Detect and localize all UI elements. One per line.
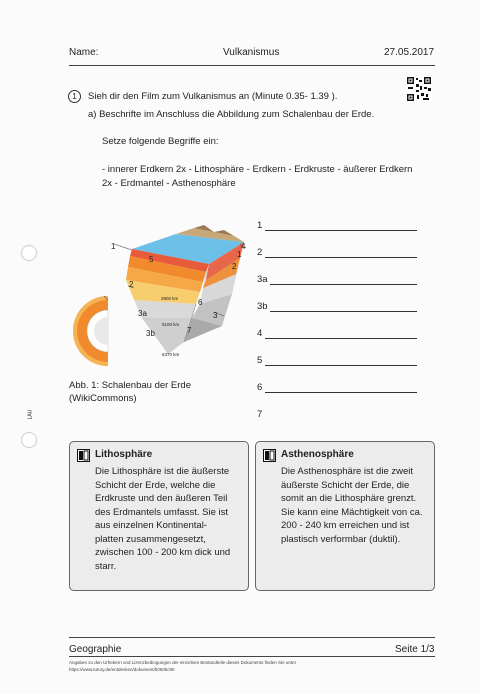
header-divider	[69, 65, 435, 66]
fig-label-4: 4	[241, 242, 246, 251]
answer-line-2[interactable]: 2	[257, 247, 262, 258]
depth-2900: 2900 km	[161, 296, 179, 301]
footer-divider-2	[69, 656, 435, 657]
asthenosphere-title: Asthenosphäre	[281, 449, 354, 460]
answer-line-5[interactable]: 5	[257, 355, 262, 366]
punch-hole-bottom	[21, 432, 37, 448]
terms-line-2: 2x - Erdmantel - Asthenosphäre	[102, 178, 236, 189]
answer-line-6[interactable]: 6	[257, 382, 262, 393]
lithosphere-text: Die Lithosphäre ist die äußerste Schicht der Erde, welche die Erdkruste und den äußeren Teil des Erdmantels umfasst. Sie ist aus einzelnen Kontinental- platten zusammengesetzt, zwischen 100 - 200 km dick und starr.	[95, 466, 231, 572]
name-label: Name:	[69, 47, 99, 58]
fig-label-2: 2	[129, 280, 134, 289]
date: 27.05.2017	[384, 47, 435, 58]
footer-credit-1: Angaben zu den Urhebern und Lizenzbedingungen der einzelnen Bestandteile dieses Dokuments finden Sie unter	[69, 660, 297, 665]
fig-label-6: 6	[198, 298, 203, 307]
footer-subject: Geographie	[69, 644, 122, 655]
task-intro: Sieh dir den Film zum Vulkanismus an (Minute 0.35- 1.39 ).	[88, 91, 338, 102]
fig-label-1: 1	[111, 242, 116, 251]
qr-code-icon	[406, 76, 432, 102]
task-number: 1	[68, 90, 81, 103]
footer-credit-2[interactable]: https://www.tutory.de/entdecken/dokument/b050bc90	[69, 667, 175, 672]
book-icon	[77, 449, 90, 462]
page-title: Vulkanismus	[223, 47, 280, 58]
info-box-asthenosphere	[255, 441, 435, 591]
depth-6370: 6370 km	[162, 352, 180, 357]
figure-source: (WikiCommons)	[69, 393, 137, 404]
figure-caption: Abb. 1: Schalenbau der Erde	[69, 380, 192, 391]
terms-line-1: - innerer Erdkern 2x - Lithosphäre - Erdkern - Erdkruste - äußerer Erdkern	[102, 164, 413, 175]
fig-label-5: 5	[149, 255, 154, 264]
fig-label-3b: 3b	[146, 329, 155, 338]
answer-line-3a[interactable]: 3a	[257, 274, 268, 285]
footer-page: Seite 1/3	[395, 644, 435, 655]
lithosphere-title: Lithosphäre	[95, 449, 153, 460]
fig-label-3: 3	[213, 311, 218, 320]
answer-line-1[interactable]: 1	[257, 220, 262, 231]
depth-5100: 5100 km	[162, 322, 180, 327]
answer-line-4[interactable]: 4	[257, 328, 262, 339]
footer-divider	[69, 637, 435, 638]
answer-line-3b[interactable]: 3b	[257, 301, 268, 312]
answer-line-7[interactable]: 7	[257, 409, 263, 420]
task-instruction: Setze folgende Begriffe ein:	[102, 136, 219, 147]
fig-label-3a: 3a	[138, 309, 147, 318]
book-icon	[263, 449, 276, 462]
punch-hole-top	[21, 245, 37, 261]
fig-label-7: 7	[187, 326, 192, 335]
margin-mark: LAU	[27, 409, 34, 420]
asthenosphere-text: Die Asthenosphäre ist die zweit äußerste Schicht der Erde, die somit an die Lithosphäre grenzt. Sie kann eine Mächtigkeit von ca. 200 - 240 km erreichen und ist plastisch verformbar (duktil).	[281, 466, 423, 545]
earth-layers-figure	[64, 222, 254, 368]
fig-label-1b: 1	[237, 250, 242, 259]
task-sub-a: a) Beschrifte im Anschluss die Abbildung zum Schalenbau der Erde.	[88, 109, 375, 120]
fig-label-2b: 2	[232, 262, 237, 271]
info-box-lithosphere	[69, 441, 249, 591]
